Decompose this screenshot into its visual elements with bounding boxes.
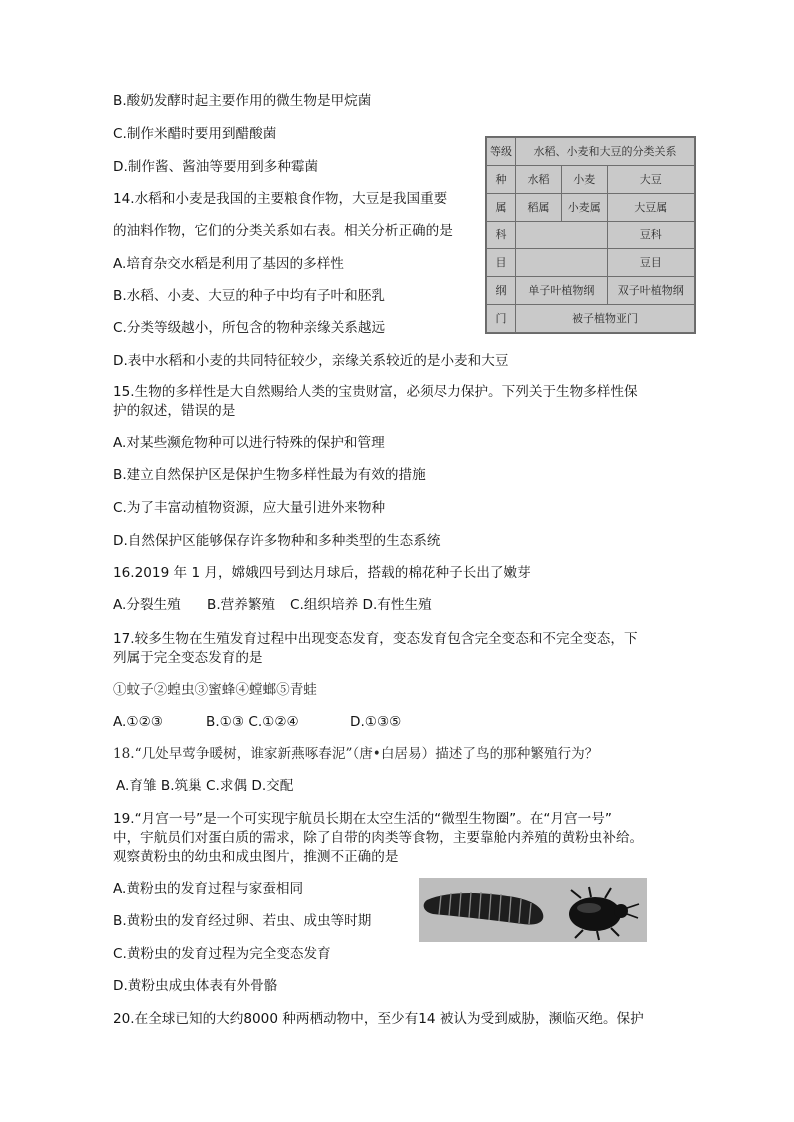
q13-option-b: B.酸奶发酵时起主要作用的微生物是甲烷菌: [113, 93, 372, 109]
q17-items: ①蚊子②蝗虫③蜜蜂④螳螂⑤青蛙: [113, 682, 317, 698]
table-cell-species-rice: 水稻: [516, 165, 562, 193]
q14-stem-line-1: 14.水稻和小麦是我国的主要粮食作物，大豆是我国重要: [113, 191, 448, 207]
q19-stem-line-3: 观察黄粉虫的幼虫和成虫图片，推测不正确的是: [113, 849, 399, 865]
q17-option-d: D.①③⑤: [350, 714, 402, 730]
q19-option-d: D.黄粉虫成虫体表有外骨骼: [113, 978, 278, 994]
table-cell-family-empty: [516, 221, 608, 249]
q16-option-cd: C.组织培养 D.有性生殖: [290, 597, 432, 613]
q19-option-a: A.黄粉虫的发育过程与家蚕相同: [113, 881, 304, 897]
table-cell-genus-rice: 稻属: [516, 193, 562, 221]
table-cell-genus-soy: 大豆属: [607, 193, 694, 221]
q14-option-b: B.水稻、小麦、大豆的种子中均有子叶和胚乳: [113, 288, 385, 304]
q17-options: [113, 713, 401, 731]
q16-stem: 16.2019 年 1 月，嫦娥四号到达月球后，搭载的棉花种子长出了嫩芽: [113, 565, 531, 581]
mealworm-photo: [419, 878, 647, 942]
table-rank-class: 纲: [487, 277, 516, 305]
q19-stem-line-1: 19.“月宫一号”是一个可实现宇航员长期在太空生活的“微型生物圈”。在“月宫一号”: [113, 811, 612, 827]
table-rank-family: 科: [487, 221, 516, 249]
table-rank-order: 目: [487, 249, 516, 277]
q18-options: A.育雏 B.筑巢 C.求偶 D.交配: [116, 778, 294, 794]
table-cell-class-di: 双子叶植物纲: [607, 277, 694, 305]
table-cell-family-soy: 豆科: [607, 221, 694, 249]
q15-stem-line-2: 护的叙述，错误的是: [113, 403, 236, 419]
table-cell-class-mono: 单子叶植物纲: [516, 277, 608, 305]
q17-option-a: A.①②③: [113, 714, 163, 730]
table-header-rank: 等级: [487, 138, 516, 166]
q15-option-a: A.对某些濒危物种可以进行特殊的保护和管理: [113, 435, 385, 451]
q17-option-bc: B.①③ C.①②④: [206, 714, 299, 730]
q16-options: [113, 596, 432, 614]
q19-stem-line-2: 中，宇航员们对蛋白质的需求，除了自带的肉类等食物，主要靠舱内养殖的黄粉虫补给。: [113, 830, 644, 846]
q14-stem-line-2: 的油料作物，它们的分类关系如右表。相关分析正确的是: [113, 223, 453, 239]
q15-option-c: C.为了丰富动植物资源，应大量引进外来物种: [113, 500, 386, 516]
q14-option-c: C.分类等级越小，所包含的物种亲缘关系越远: [113, 320, 386, 336]
q16-option-b: B.营养繁殖: [207, 597, 276, 613]
table-cell-species-wheat: 小麦: [561, 165, 607, 193]
q15-stem-line-1: 15.生物的多样性是大自然赐给人类的宝贵财富，必须尽力保护。下列关于生物多样性保: [113, 384, 638, 400]
q13-option-c: C.制作米醋时要用到醋酸菌: [113, 126, 277, 142]
q14-option-a: A.培育杂交水稻是利用了基因的多样性: [113, 256, 344, 272]
mealworm-larva-and-adult-image: [419, 878, 647, 942]
classification-table: [485, 136, 696, 334]
q13-option-d: D.制作酱、酱油等要用到多种霉菌: [113, 159, 319, 175]
q19-option-c: C.黄粉虫的发育过程为完全变态发育: [113, 946, 331, 962]
q15-option-b: B.建立自然保护区是保护生物多样性最为有效的措施: [113, 467, 426, 483]
table-cell-phylum: 被子植物亚门: [516, 305, 695, 333]
table-rank-phylum: 门: [487, 305, 516, 333]
table-rank-genus: 属: [487, 193, 516, 221]
table-rank-species: 种: [487, 165, 516, 193]
table-cell-order-empty: [516, 249, 608, 277]
q17-stem-line-2: 列属于完全变态发育的是: [113, 650, 263, 666]
table-cell-order-soy: 豆目: [607, 249, 694, 277]
q18-stem: 18.“几处早莺争暖树，谁家新燕啄春泥”（唐•白居易）描述了鸟的那种繁殖行为？: [113, 746, 599, 762]
q16-option-a: A.分裂生殖: [113, 597, 181, 613]
table-cell-species-soy: 大豆: [607, 165, 694, 193]
q20-stem-line-1: 20.在全球已知的大约8000 种两栖动物中，至少有14 被认为受到威胁，濒临灭绝。保护: [113, 1011, 644, 1027]
q17-stem-line-1: 17.较多生物在生殖发育过程中出现变态发育，变态发育包含完全变态和不完全变态，下: [113, 631, 638, 647]
table-cell-genus-wheat: 小麦属: [561, 193, 607, 221]
q15-option-d: D.自然保护区能够保存许多物种和多种类型的生态系统: [113, 533, 441, 549]
table-header-relation: 水稻、小麦和大豆的分类关系: [516, 138, 695, 166]
q19-option-b: B.黄粉虫的发育经过卵、若虫、成虫等时期: [113, 913, 372, 929]
q14-option-d: D.表中水稻和小麦的共同特征较少，亲缘关系较近的是小麦和大豆: [113, 353, 509, 369]
